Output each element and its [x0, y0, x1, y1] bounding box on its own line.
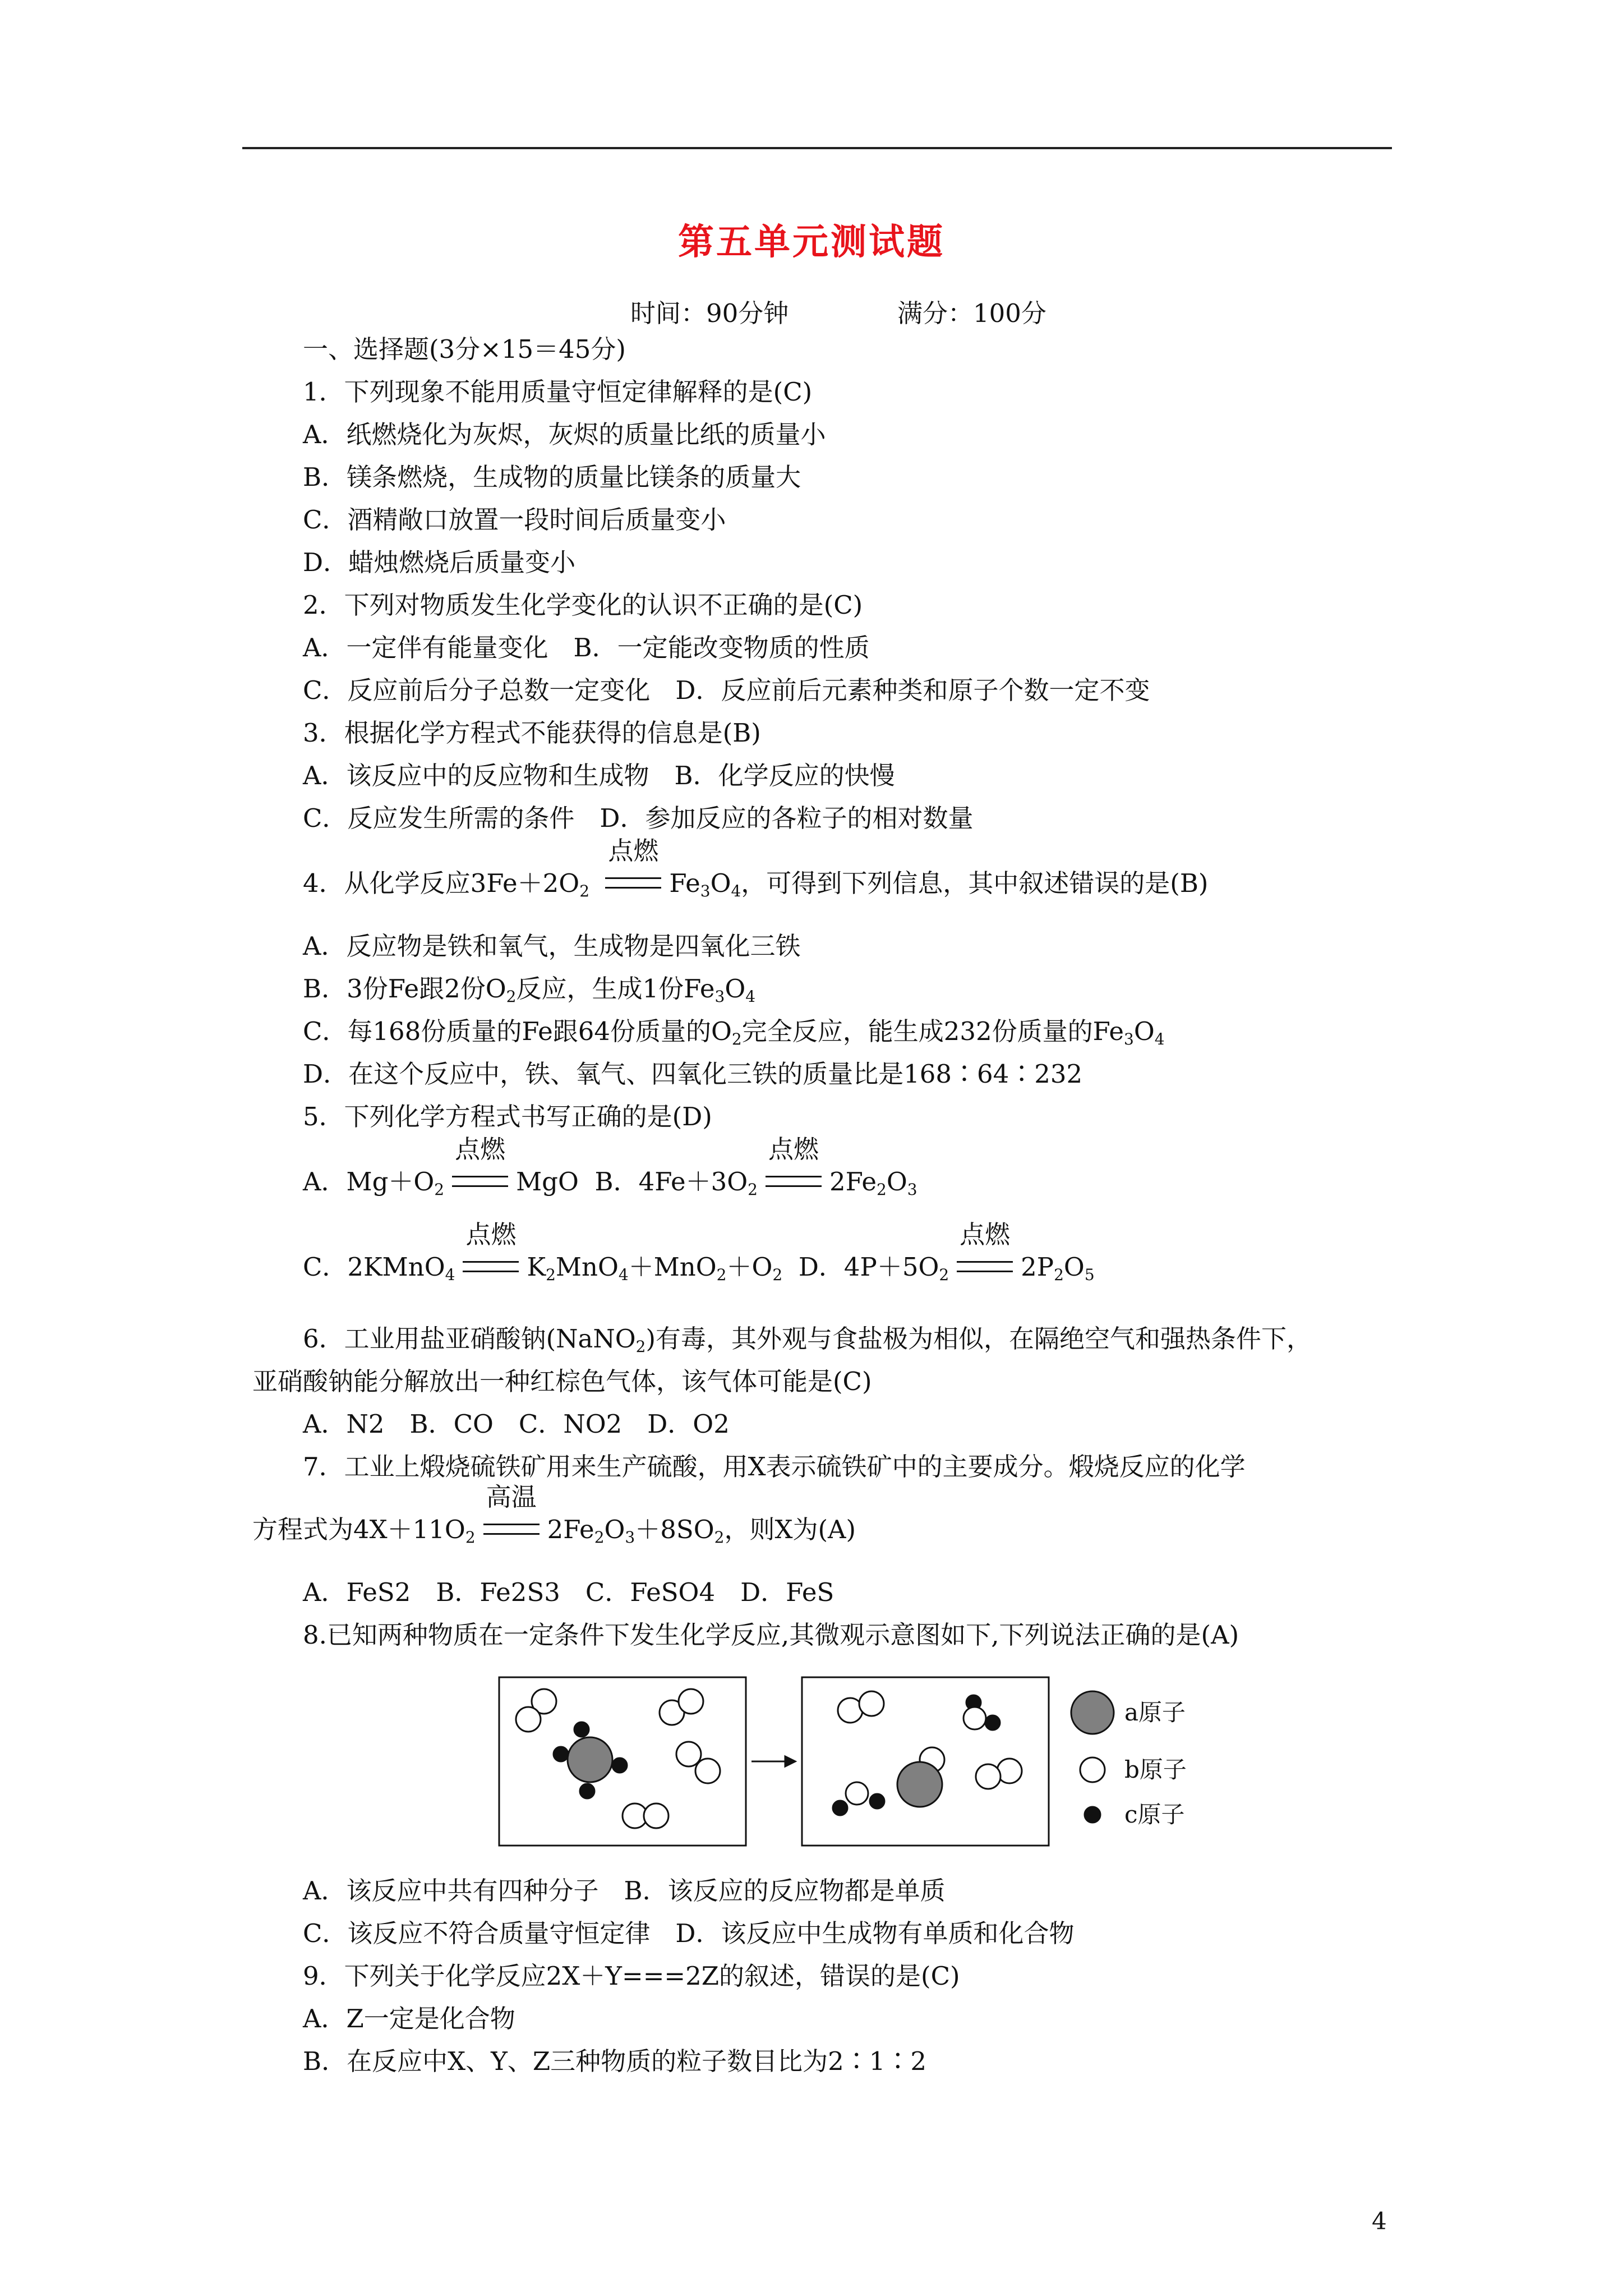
- q3-stem: 3．根据化学方程式不能获得的信息是(B): [303, 718, 761, 748]
- reaction-condition-ignite: 点燃: [605, 871, 661, 896]
- q9-option-a: A．Z一定是化合物: [303, 2004, 515, 2033]
- exam-score: 满分：100分: [897, 298, 1046, 328]
- q3-options-ab: A．该反应中的反应物和生成物 B．化学反应的快慢: [303, 761, 895, 790]
- q6-line-2: 亚硝酸钠能分解放出一种红棕色气体，该气体可能是(C): [252, 1366, 872, 1396]
- q5-stem: 5．下列化学方程式书写正确的是(D): [303, 1102, 712, 1131]
- legend-b-atom: [1080, 1757, 1105, 1782]
- q4-option-d: D．在这个反应中，铁、氧气、四氧化三铁的质量比是168∶64∶232: [303, 1059, 1083, 1089]
- legend-c-label: c原子: [1124, 1801, 1185, 1828]
- q1-option-c: C．酒精敞口放置一段时间后质量变小: [303, 505, 726, 535]
- header-rule: [242, 147, 1392, 149]
- q2-stem: 2．下列对物质发生化学变化的认识不正确的是(C): [303, 590, 863, 620]
- q4-option-a: A．反应物是铁和氧气，生成物是四氧化三铁: [303, 931, 801, 961]
- q8-options-ab: A．该反应中共有四种分子 B．该反应的反应物都是单质: [303, 1876, 946, 1906]
- q9-stem: 9．下列关于化学反应2X＋Y===2Z的叙述，错误的是(C): [303, 1961, 960, 1991]
- q5-options-cd: C．2KMnO$_4$ 点燃 $K_2MnO_4+MnO_2+O_2$ D．$4P+5O_2$ 点燃 $2P_2O_5$: [303, 1220, 1095, 1284]
- q1-option-d: D．蜡烛燃烧后质量变小: [303, 547, 576, 577]
- q7-options: A．FeS2 B．Fe2S3 C．FeSO4 D．FeS: [303, 1577, 834, 1607]
- q8-stem: 8.已知两种物质在一定条件下发生化学反应,其微观示意图如下,下列说法正确的是(A): [303, 1620, 1239, 1650]
- q4-option-b: B．3份Fe跟2份$O_2$反应，生成1份$Fe_3O_4$: [303, 974, 756, 1006]
- reaction-condition-high-temp: 高温: [483, 1517, 540, 1542]
- exam-time: 时间：90分钟: [630, 298, 789, 328]
- page-number: 4: [1372, 2207, 1387, 2235]
- page-title: 第五单元测试题: [678, 221, 945, 263]
- q8-options-cd: C．该反应不符合质量守恒定律 D．该反应中生成物有单质和化合物: [303, 1918, 1075, 1948]
- q7-line-2: 方程式为$4X+11O_2$ 高温 $2Fe_2O_3+8SO_2$，则X为(A): [252, 1482, 856, 1547]
- q1-option-a: A．纸燃烧化为灰烬，灰烬的质量比纸的质量小: [303, 420, 826, 449]
- q7-line-1: 7．工业上煅烧硫铁矿用来生产硫酸，用X表示硫铁矿中的主要成分。煅烧反应的化学: [303, 1452, 1246, 1481]
- section-heading: 一、选择题(3分×15＝45分): [303, 334, 626, 364]
- legend-c-atom: [1085, 1807, 1100, 1823]
- q4-stem: 4．从化学反应$3Fe+2O_2$ 点燃 $Fe_3O_4$，可得到下列信息，其中叙述错误的是(B): [303, 836, 1209, 900]
- q6-line-1: 6．工业用盐亚硝酸钠(NaNO$_2$)有毒，其外观与食盐极为相似，在隔绝空气和强热条件下，: [303, 1324, 1312, 1356]
- legend-b-label: b原子: [1124, 1756, 1187, 1783]
- q2-options-cd: C．反应前后分子总数一定变化 D．反应前后元素种类和原子个数一定不变: [303, 675, 1150, 705]
- q5-options-ab: A．$Mg+O_2$ 点燃 MgO B．$4Fe+3O_2$ 点燃 $2Fe_2O_3$: [303, 1134, 917, 1199]
- q6-options: A．N2 B．CO C．NO2 D．O2: [303, 1409, 730, 1439]
- legend-a-atom: [1071, 1691, 1114, 1734]
- q2-options-ab: A．一定伴有能量变化 B．一定能改变物质的性质: [303, 633, 870, 662]
- q4-option-c: C．每168份质量的Fe跟64份质量的$O_2$完全反应，能生成232份质量的$Fe_3O_4$: [303, 1016, 1165, 1048]
- q9-option-b: B．在反应中X、Y、Z三种物质的粒子数目比为2∶1∶2: [303, 2046, 926, 2076]
- q3-options-cd: C．反应发生所需的条件 D．参加反应的各粒子的相对数量: [303, 803, 974, 833]
- reaction-microscopic-diagram: [494, 1674, 1206, 1848]
- a-atom: [568, 1737, 612, 1782]
- q1-stem: 1．下列现象不能用质量守恒定律解释的是(C): [303, 377, 813, 407]
- q1-option-b: B．镁条燃烧，生成物的质量比镁条的质量大: [303, 462, 801, 492]
- legend-a-label: a原子: [1124, 1699, 1186, 1726]
